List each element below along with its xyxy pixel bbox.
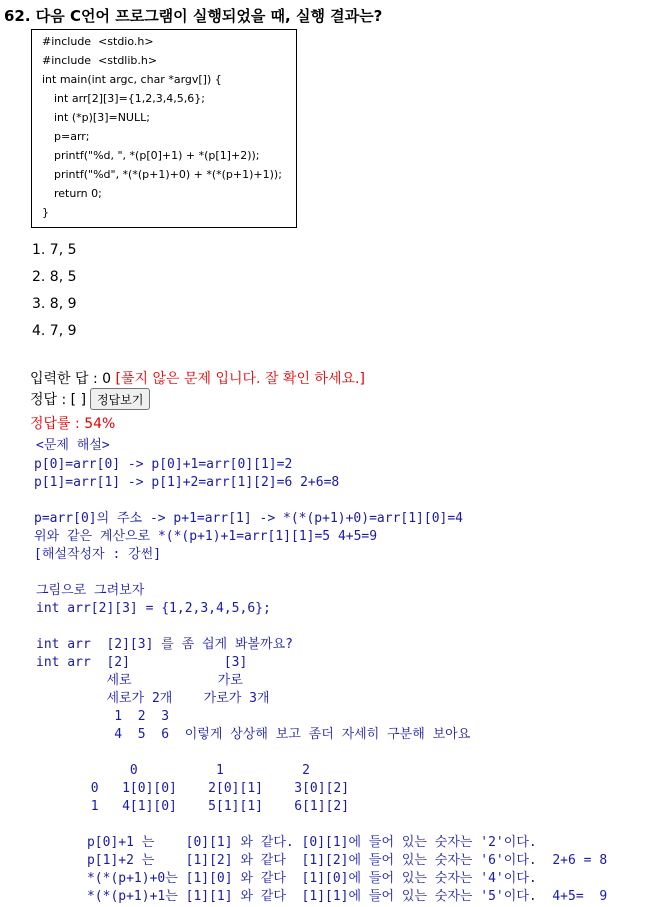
- choice-2: 2. 8, 5: [32, 269, 77, 285]
- code-line: #include <stdlib.h>: [42, 54, 158, 67]
- correct-answer: [30, 388, 150, 410]
- code-line: return 0;: [54, 187, 102, 200]
- question-title: 62. 다음 C언어 프로그램이 실행되었을 때, 실행 결과는?: [4, 7, 383, 25]
- explanation-line: 4 5 6 이렇게 상상해 보고 좀더 자세히 구분해 보아요: [36, 727, 471, 742]
- explanation-line: p=arr[0]의 주소 -> p+1=arr[1] -> *(*(p+1)+0)=arr[1][0]=4: [34, 511, 464, 526]
- code-line: int arr[2][3]={1,2,3,4,5,6};: [54, 92, 205, 105]
- explanation-line: 세로 가로: [36, 673, 243, 688]
- code-line: printf("%d", *(*(p+1)+0) + *(*(p+1)+1));: [54, 168, 282, 181]
- code-line: printf("%d, ", *(p[0]+1) + *(p[1]+2));: [54, 149, 260, 162]
- explanation-line: <문제 해설>: [36, 438, 110, 453]
- code-line: #include <stdio.h>: [42, 35, 154, 48]
- explanation-line: *(*(p+1)+0는 [1][0] 와 같다 [1][0]에 들어 있는 숫자는 '4'이다.: [40, 871, 537, 886]
- unsolved-warning: [풀지 않은 문제 입니다. 잘 확인 하세요.]: [115, 371, 365, 387]
- explanation-line: 그림으로 그려보자: [36, 583, 145, 598]
- explanation-line: 0 1 2: [36, 763, 310, 778]
- show-answer-button[interactable]: 정답보기: [90, 388, 150, 410]
- explanation-line: p[1]=arr[1] -> p[1]+2=arr[1][2]=6 2+6=8: [34, 475, 340, 490]
- explanation-line: int arr [2] [3]: [36, 655, 248, 670]
- explanation-line: 세로가 2개 가로가 3개: [36, 691, 270, 706]
- code-line: int (*p)[3]=NULL;: [54, 111, 150, 124]
- code-line: int main(int argc, char *argv[]) {: [42, 73, 222, 86]
- explanation-line: int arr [2][3] 를 좀 쉽게 봐볼까요?: [36, 637, 293, 652]
- correct-rate: 정답률 : 54%: [30, 416, 116, 432]
- code-line: }: [42, 206, 49, 219]
- choice-3: 3. 8, 9: [32, 296, 77, 312]
- correct-answer-label: 정답 : [ ]: [30, 392, 87, 408]
- explanation-line: [해설작성자 : 강썬]: [34, 547, 162, 562]
- explanation-line: p[0]+1 는 [0][1] 와 같다. [0][1]에 들어 있는 숫자는 '2'이다.: [40, 835, 537, 850]
- explanation-line: 1 4[1][0] 5[1][1] 6[1][2]: [36, 799, 350, 814]
- code-box: [31, 29, 297, 228]
- choice-1: 1. 7, 5: [32, 242, 77, 258]
- explanation-line: *(*(p+1)+1는 [1][1] 와 같다 [1][1]에 들어 있는 숫자는 '5'이다. 4+5= 9: [40, 889, 608, 904]
- explanation-line: 0 1[0][0] 2[0][1] 3[0][2]: [36, 781, 350, 796]
- explanation-line: p[0]=arr[0] -> p[0]+1=arr[0][1]=2: [34, 457, 293, 472]
- explanation-line: 위와 같은 계산으로 *(*(p+1)+1=arr[1][1]=5 4+5=9: [34, 529, 378, 544]
- entered-answer-label: 입력한 답 : 0: [30, 371, 112, 387]
- explanation-line: 1 2 3: [36, 709, 170, 724]
- entered-answer: [30, 368, 365, 388]
- code-line: p=arr;: [54, 130, 90, 143]
- choice-4: 4. 7, 9: [32, 323, 77, 339]
- explanation-line: p[1]+2 는 [1][2] 와 같다 [1][2]에 들어 있는 숫자는 '6'이다. 2+6 = 8: [40, 853, 608, 868]
- explanation-line: int arr[2][3] = {1,2,3,4,5,6};: [36, 601, 271, 616]
